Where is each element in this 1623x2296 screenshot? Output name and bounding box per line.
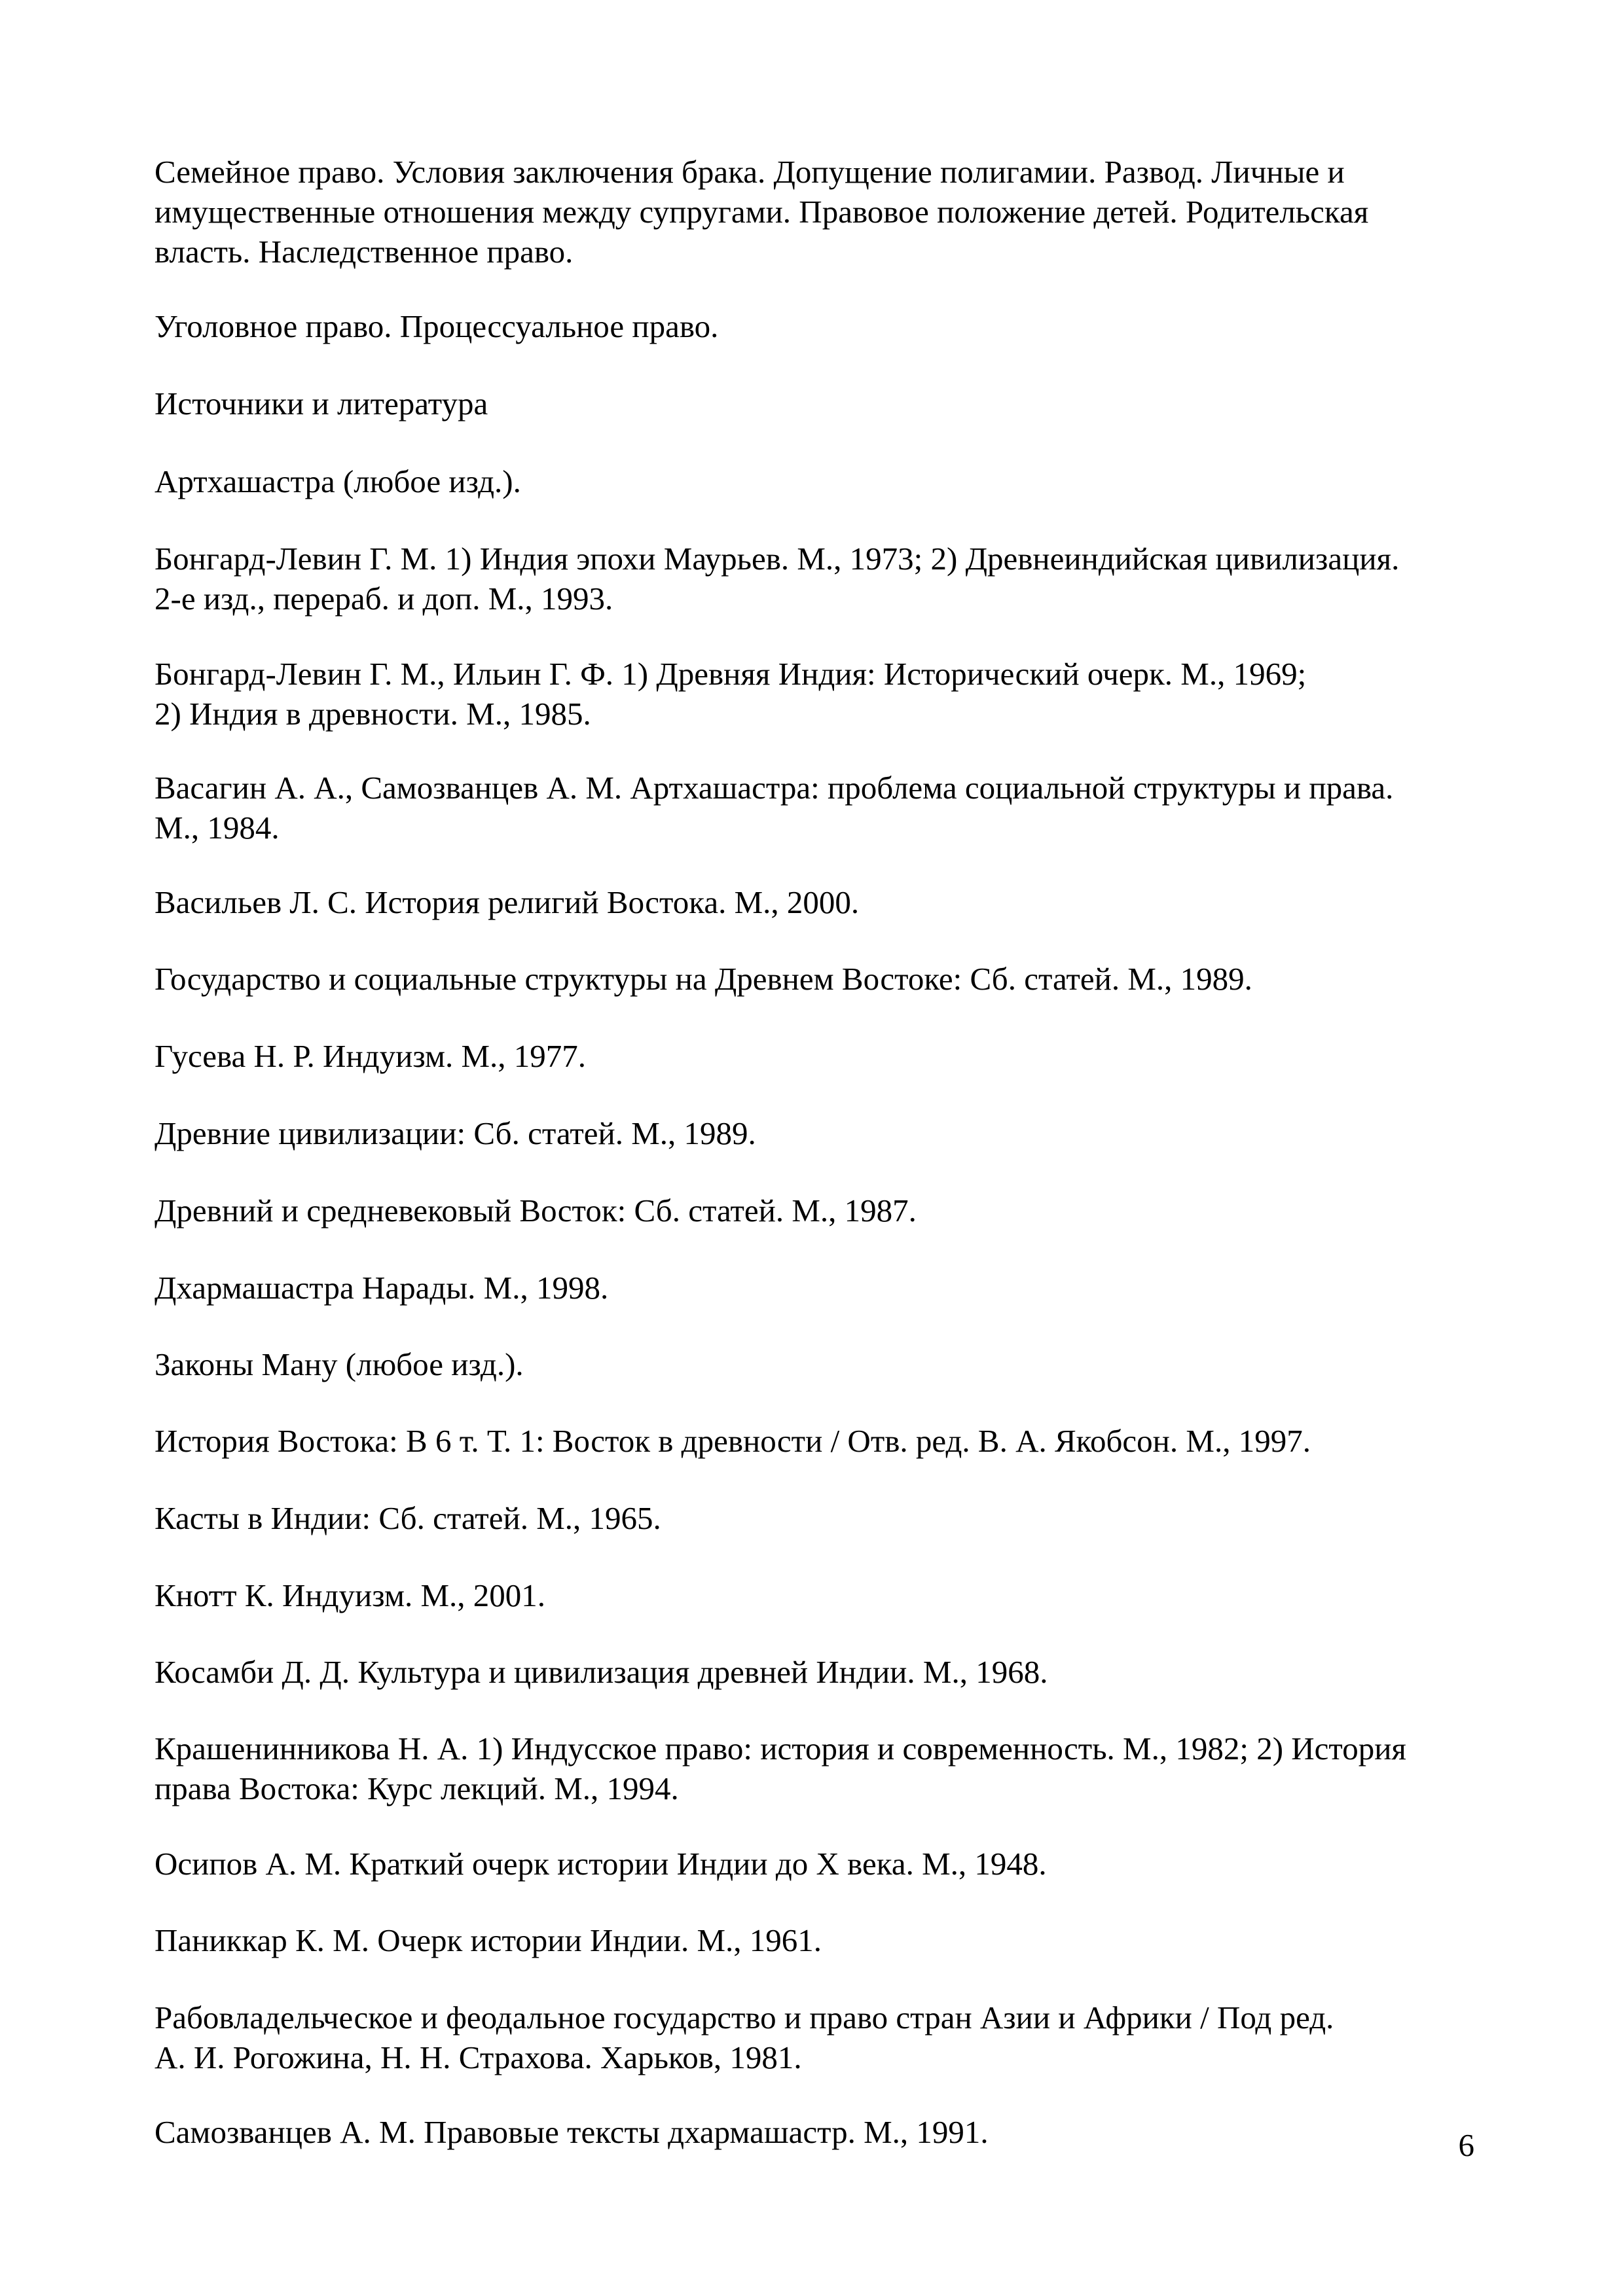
bibliography-entry: Косамби Д. Д. Культура и цивилизация древней Индии. М., 1968. [155, 1654, 1048, 1690]
bibliography-entry: Крашенинникова Н. А. 1) Индусское право: история и современность. М., 1982; 2) История права Востока: Курс лекций. М., 1994. [155, 1731, 1406, 1806]
page-number: 6 [1458, 2127, 1474, 2163]
bibliography-entry: Законы Ману (любое изд.). [155, 1346, 524, 1382]
bibliography-entry: Кнотт К. Индуизм. М., 2001. [155, 1577, 546, 1613]
bibliography-entry: Бонгард-Левин Г. М. 1) Индия эпохи Маурьев. М., 1973; 2) Древнеиндийская цивилизация. 2-е изд., перераб. и доп. М., 1993. [155, 541, 1400, 617]
bibliography-entry: Васильев Л. С. История религий Востока. М., 2000. [155, 884, 860, 920]
bibliography-entry: Осипов А. М. Краткий очерк истории Индии до X века. М., 1948. [155, 1846, 1047, 1882]
bibliography-entry: Древние цивилизации: Сб. статей. М., 1989. [155, 1115, 756, 1151]
bibliography-entry: Рабовладельческое и феодальное государство и право стран Азии и Африки / Под ред. А. И. Рогожина, Н. Н. Страхова. Харьков, 1981. [155, 2000, 1334, 2075]
bibliography-entry: Государство и социальные структуры на Древнем Востоке: Сб. статей. М., 1989. [155, 961, 1252, 997]
bibliography-entry: Бонгард-Левин Г. М., Ильин Г. Ф. 1) Древняя Индия: Исторический очерк. М., 1969; 2) Индия в древности. М., 1985. [155, 656, 1307, 732]
bibliography-entry: История Востока: В 6 т. Т. 1: Восток в древности / Отв. ред. В. А. Якобсон. М., 1997. [155, 1423, 1311, 1459]
bibliography-entry: Гусева Н. Р. Индуизм. М., 1977. [155, 1038, 587, 1074]
bibliography-entry: Артхашастра (любое изд.). [155, 463, 521, 499]
bibliography-entry: Касты в Индии: Сб. статей. М., 1965. [155, 1500, 661, 1536]
bibliography-entry: Самозванцев А. М. Правовые тексты дхармашастр. М., 1991. [155, 2114, 989, 2150]
paragraph-family-law: Семейное право. Условия заключения брака. Допущение полигамии. Развод. Личные и имущественные отношения между супругами. Правовое положение детей. Родительская власть. Наследственное право. [155, 154, 1369, 270]
section-heading-sources: Источники и литература [155, 386, 488, 422]
bibliography-entry: Паниккар К. М. Очерк истории Индии. М., 1961. [155, 1922, 822, 1958]
bibliography-entry: Васагин А. А., Самозванцев А. М. Артхашастра: проблема социальной структуры и права. М., 1984. [155, 770, 1394, 846]
bibliography-entry: Древний и средневековый Восток: Сб. статей. М., 1987. [155, 1193, 917, 1229]
paragraph-criminal-law: Уголовное право. Процессуальное право. [155, 308, 719, 344]
bibliography-entry: Дхармашастра Нарады. М., 1998. [155, 1270, 609, 1306]
